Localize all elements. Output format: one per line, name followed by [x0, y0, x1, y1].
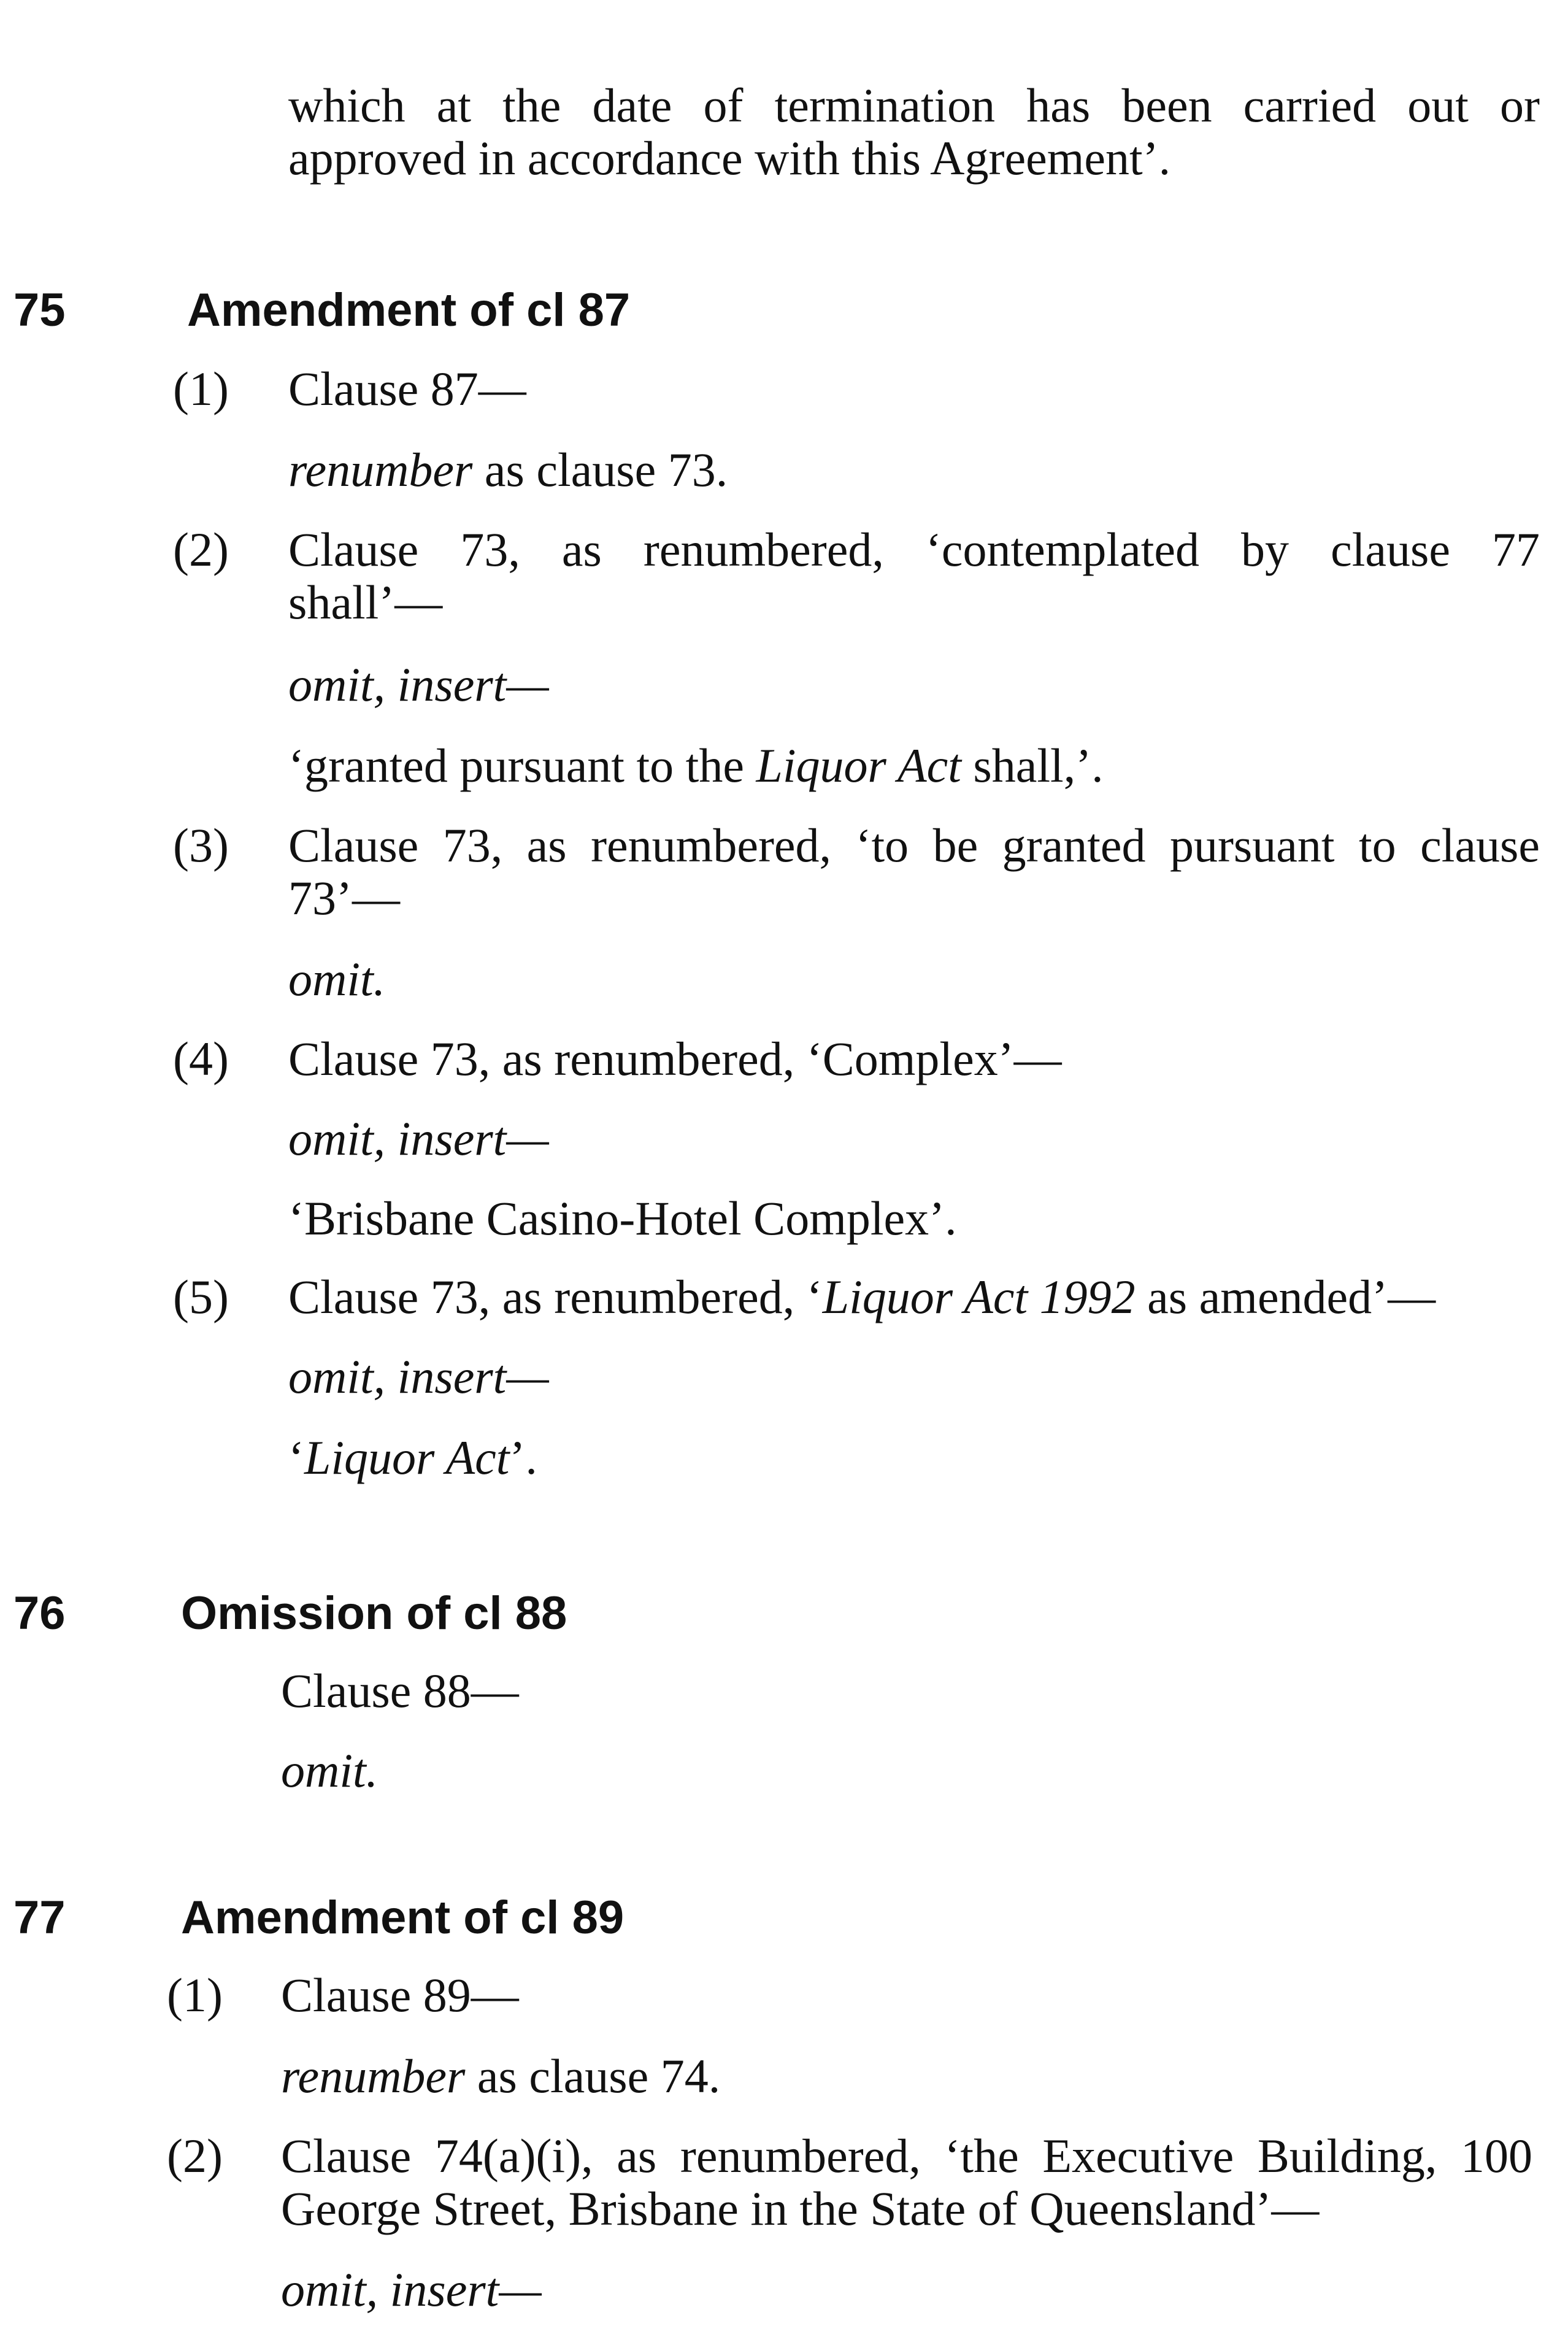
s75-p5-instruction [288, 1350, 549, 1404]
s75-p1-instruction [288, 443, 728, 497]
s75-p5-text-pre: Clause 73, as renumbered, ‘ [288, 1270, 823, 1323]
s77-p2-instruction-em: omit, insert— [281, 2263, 542, 2316]
s75-p3-instruction-em: omit. [288, 952, 386, 1006]
section-77-title: Amendment of cl 89 [181, 1892, 625, 1944]
s77-p1-text: Clause 89— [281, 1968, 519, 2022]
intro-line-1: which at the date of termination has been carried out or [288, 79, 1540, 132]
s75-p5-insertion [288, 1431, 537, 1485]
s77-p2-line-1: Clause 74(a)(i), as renumbered, ‘the Executive Building, 100 [281, 2129, 1532, 2182]
s75-p2-number: (2) [173, 523, 229, 576]
s75-p4-text: Clause 73, as renumbered, ‘Complex’— [288, 1032, 1062, 1085]
s77-p2-number: (2) [167, 2129, 223, 2182]
s75-p3-line-1: Clause 73, as renumbered, ‘to be granted pursuant to clause [288, 818, 1540, 872]
s75-p1-number: (1) [173, 362, 229, 415]
section-75-number: 75 [13, 284, 66, 336]
s75-p2-line-2: shall’— [288, 576, 443, 629]
s75-p5-insertion-post: ’. [509, 1431, 537, 1484]
s75-p2-insertion-pre: ‘granted pursuant to the [288, 739, 756, 792]
s75-p5-insertion-em: Liquor Act [304, 1431, 510, 1484]
s75-p1-instruction-rest: as clause 73. [472, 443, 728, 496]
s75-p3-line-2: 73’— [288, 871, 400, 925]
s75-p5-text [288, 1270, 1435, 1324]
s75-p5-instruction-em: omit, insert— [288, 1350, 549, 1403]
s75-p2-instruction-em: omit, insert— [288, 658, 549, 711]
s75-p2-insertion-post: shall,’. [961, 739, 1104, 792]
s75-p5-number: (5) [173, 1270, 229, 1323]
section-76-title: Omission of cl 88 [181, 1587, 567, 1639]
s75-p2-insertion-em: Liquor Act [756, 739, 961, 792]
s77-p2-line-2: George Street, Brisbane in the State of Queensland’— [281, 2182, 1320, 2235]
s77-p1-number: (1) [167, 1968, 223, 2022]
section-75-title: Amendment of cl 87 [187, 284, 631, 336]
s75-p4-number: (4) [173, 1032, 229, 1085]
s75-p3-instruction [288, 952, 385, 1006]
s75-p2-line-1: Clause 73, as renumbered, ‘contemplated by clause 77 [288, 523, 1540, 576]
s77-p1-instruction [281, 2049, 720, 2103]
s75-p1-instruction-em: renumber [288, 443, 473, 496]
s75-p2-insertion [288, 739, 1104, 793]
intro-line-2: approved in accordance with this Agreement’. [288, 131, 1171, 185]
s77-p2-instruction [281, 2263, 542, 2317]
s76-instruction [281, 1744, 378, 1798]
s75-p3-number: (3) [173, 818, 229, 872]
s75-p5-insertion-pre: ‘ [288, 1431, 304, 1484]
s77-p1-instruction-em: renumber [281, 2049, 466, 2103]
s75-p5-text-em: Liquor Act 1992 [822, 1270, 1136, 1323]
section-76-number: 76 [13, 1587, 66, 1639]
s75-p4-instruction-em: omit, insert— [288, 1112, 549, 1165]
s75-p2-instruction [288, 658, 549, 712]
section-77-number: 77 [13, 1892, 66, 1944]
s75-p5-text-post: as amended’— [1135, 1270, 1436, 1323]
s75-p4-instruction [288, 1112, 549, 1166]
s76-instruction-em: omit. [281, 1744, 379, 1797]
s77-p1-instruction-rest: as clause 74. [465, 2049, 721, 2103]
s75-p4-insertion: ‘Brisbane Casino-Hotel Complex’. [288, 1192, 957, 1245]
s76-text: Clause 88— [281, 1664, 519, 1717]
s75-p1-text: Clause 87— [288, 362, 526, 415]
